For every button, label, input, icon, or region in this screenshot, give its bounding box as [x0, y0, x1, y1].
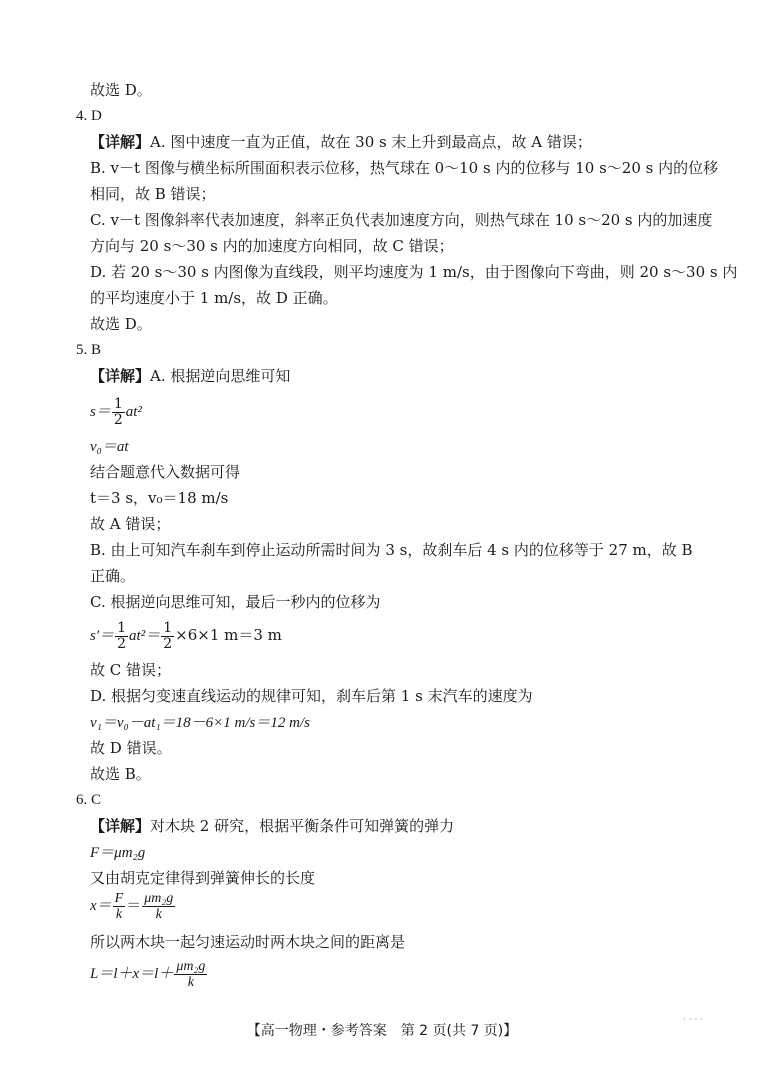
- text-line: C. 根据逆向思维可知，最后一秒内的位移为: [90, 593, 381, 611]
- numerator: μm₂g: [176, 958, 206, 974]
- text-line: 相同，故 B 错误；: [90, 185, 216, 203]
- detail-tag: 【详解】: [90, 367, 151, 385]
- text-line: 方向与 20 s～30 s 内的加速度方向相同，故 C 错误；: [90, 237, 454, 255]
- formula-text: s′＝: [90, 628, 115, 644]
- fraction: [174, 959, 207, 990]
- formula-text: at²: [125, 404, 142, 420]
- numerator: 1: [117, 619, 127, 636]
- question-number: 4. D: [76, 108, 102, 124]
- formula-text: x＝: [90, 898, 112, 914]
- detail-tag: 【详解】: [90, 817, 151, 835]
- fraction: [142, 891, 175, 922]
- denominator: 2: [117, 635, 127, 652]
- text-line: D. 若 20 s～30 s 内图像为直线段，则平均速度为 1 m/s，由于图像向下弯曲，则 20 s～30 s 内: [90, 263, 738, 281]
- denominator: k: [155, 906, 162, 922]
- text-line: 故 C 错误；: [90, 661, 172, 679]
- text-line: 所以两木块一起匀速运动时两木块之间的距离是: [90, 933, 406, 951]
- formula-v1: [90, 712, 310, 733]
- denominator: 2: [163, 635, 173, 652]
- page-footer: 【高一物理・参考答案 第 2 页(共 7 页)】: [246, 1023, 518, 1039]
- text-line: 故 D 错误。: [90, 739, 172, 757]
- formula-s-prime: [90, 619, 282, 652]
- formula-s: [90, 395, 142, 428]
- formula-L: [90, 957, 208, 990]
- formula-text: ＝: [126, 896, 142, 914]
- formula-text: at²＝: [129, 628, 161, 644]
- text-line: [90, 132, 592, 152]
- text-line: t＝3 s，v₀＝18 m/s: [90, 489, 229, 507]
- formula-F: [90, 842, 145, 863]
- numerator: μm₂g: [144, 890, 174, 906]
- denominator: k: [115, 906, 123, 922]
- formula-text: s＝: [90, 404, 111, 420]
- corner-mark: · · · ·: [683, 1015, 704, 1025]
- text-line: 故 A 错误；: [90, 515, 171, 533]
- text-line: [90, 366, 290, 386]
- text-segment: A. 图中速度一直为正值，故在 30 s 末上升到最高点，故 A 错误；: [150, 133, 592, 151]
- numerator: 1: [163, 619, 173, 636]
- text-line: C. v－t 图像斜率代表加速度，斜率正负代表加速度方向，则热气球在 10 s～20 s 内的加速度: [90, 211, 713, 229]
- text-segment: A. 根据逆向思维可知: [150, 367, 291, 385]
- denominator: k: [187, 974, 194, 990]
- text-segment: 对木块 2 研究，根据平衡条件可知弹簧的弹力: [150, 817, 455, 835]
- fraction: [113, 891, 126, 922]
- text-line: B. 由上可知汽车刹车到停止运动所需时间为 3 s，故刹车后 4 s 内的位移等于 27 m，故 B: [90, 541, 693, 559]
- text-line: B. v－t 图像与横坐标所围面积表示位移，热气球在 0～10 s 内的位移与 10 s～20 s 内的位移: [90, 159, 719, 177]
- formula-text: v₁＝v₀－at₁＝18－6×1 m/s＝12 m/s: [90, 715, 310, 731]
- formula-v0: [90, 436, 129, 457]
- text-line: 正确。: [90, 567, 136, 585]
- text-line: 结合题意代入数据可得: [90, 463, 241, 481]
- formula-text: F＝μm₂g: [90, 845, 146, 861]
- formula-text: L＝l＋x＝l＋: [90, 966, 174, 982]
- question-number: 6. C: [76, 792, 102, 808]
- denominator: 2: [113, 411, 123, 428]
- detail-tag: 【详解】: [90, 133, 151, 151]
- fraction: [161, 621, 174, 652]
- text-line: D. 根据匀变速直线运动的规律可知，刹车后第 1 s 末汽车的速度为: [90, 687, 533, 705]
- numerator: 1: [113, 395, 123, 412]
- numerator: F: [114, 890, 124, 906]
- formula-text: ×6×1 m＝3 m: [175, 626, 282, 644]
- text-line: 故选 D。: [90, 81, 152, 99]
- formula-x: [90, 889, 176, 922]
- text-line: [90, 816, 454, 836]
- text-line: 故选 D。: [90, 315, 152, 333]
- text-line: 故选 B。: [90, 765, 151, 783]
- fraction: [112, 397, 125, 428]
- text-line: 的平均速度小于 1 m/s，故 D 正确。: [90, 289, 338, 307]
- text-line: 又由胡克定律得到弹簧伸长的长度: [90, 869, 316, 887]
- fraction: [115, 621, 128, 652]
- formula-text: v₀＝at: [90, 439, 129, 455]
- question-number: 5. B: [76, 342, 102, 358]
